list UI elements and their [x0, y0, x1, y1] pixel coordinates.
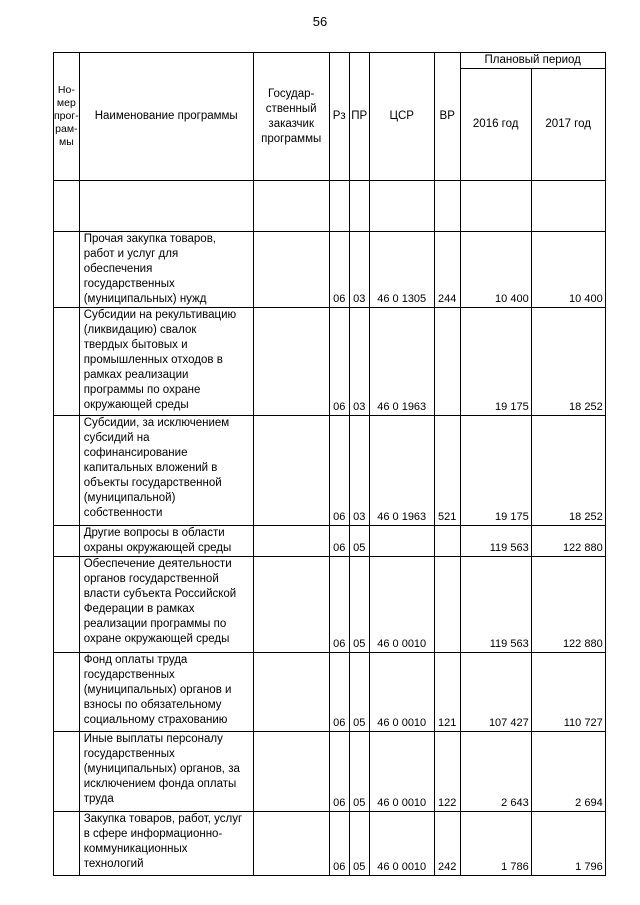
cell-amount-2017: 10 400 [531, 232, 605, 308]
cell-amount-2017: 18 252 [531, 416, 605, 526]
cell-amount-2016: 1 786 [460, 812, 531, 876]
cell-rz: 06 [329, 732, 349, 812]
cell-program-number [54, 526, 80, 557]
cell-vr: 122 [434, 732, 460, 812]
header-year-2017: 2017 год [531, 69, 605, 181]
cell-csr: 46 0 0010 [369, 653, 434, 732]
cell-state-customer [253, 416, 329, 526]
cell-amount-2016: 2 643 [460, 732, 531, 812]
cell-program-number [54, 557, 80, 653]
header-rz: Рз [329, 53, 349, 181]
table-row [54, 416, 606, 526]
header-program-name: Наименование программы [79, 53, 253, 181]
cell-rz: 06 [329, 812, 349, 876]
cell-vr [434, 557, 460, 653]
cell-program-name: Обеспечение деятельности органов государственной власти субъекта Российской Федерации в рамках реализации программы по охране окружающей среды [79, 557, 253, 653]
cell-program-name: Прочая закупка товаров, работ и услуг для обеспечения государственных (муниципальных) нужд [79, 232, 253, 308]
cell-rz: 06 [329, 232, 349, 308]
cell-amount-2016: 10 400 [460, 232, 531, 308]
cell-csr: 46 0 0010 [369, 557, 434, 653]
cell-csr: 46 0 0010 [369, 732, 434, 812]
cell-amount-2016: 19 175 [460, 308, 531, 416]
cell-rz: 06 [329, 557, 349, 653]
cell-pr: 05 [349, 653, 369, 732]
cell-rz: 06 [329, 416, 349, 526]
table-row [54, 232, 606, 308]
cell-program-name: Субсидии на рекультивацию (ликвидацию) свалок твердых бытовых и промышленных отходов в рамках реализации программы по охране окружающей среды [79, 308, 253, 416]
header-csr: ЦСР [369, 53, 434, 181]
cell-program-name: Фонд оплаты труда государственных (муниципальных) органов и взносы по обязательному социальному страхованию [79, 653, 253, 732]
cell-vr: 121 [434, 653, 460, 732]
table-row [54, 526, 606, 557]
cell-program-number [54, 416, 80, 526]
cell-program-name: Субсидии, за исключением субсидий на софинансирование капитальных вложений в объекты государственной (муниципальной) собственности [79, 416, 253, 526]
cell-amount-2017: 18 252 [531, 308, 605, 416]
cell-amount-2016: 107 427 [460, 653, 531, 732]
cell-amount-2016: 19 175 [460, 416, 531, 526]
cell-rz: 06 [329, 308, 349, 416]
cell-amount-2016: 119 563 [460, 526, 531, 557]
cell-program-name: Иные выплаты персоналу государственных (муниципальных) органов, за исключением фонда оплаты труда [79, 732, 253, 812]
cell-vr [434, 308, 460, 416]
cell-csr: 46 0 1963 [369, 308, 434, 416]
cell-amount-2017: 2 694 [531, 732, 605, 812]
cell-csr: 46 0 0010 [369, 812, 434, 876]
table-row [54, 653, 606, 732]
cell-state-customer [253, 308, 329, 416]
cell-amount-2017: 122 880 [531, 557, 605, 653]
table-row [54, 732, 606, 812]
cell-state-customer [253, 232, 329, 308]
cell-vr: 521 [434, 416, 460, 526]
cell-vr: 242 [434, 812, 460, 876]
cell-pr: 05 [349, 557, 369, 653]
cell-pr: 05 [349, 812, 369, 876]
cell-amount-2017: 1 796 [531, 812, 605, 876]
cell-program-number [54, 232, 80, 308]
cell-program-number [54, 732, 80, 812]
cell-pr: 05 [349, 526, 369, 557]
cell-pr: 03 [349, 416, 369, 526]
cell-program-name: Другие вопросы в области охраны окружающей среды [79, 526, 253, 557]
header-year-2016: 2016 год [460, 69, 531, 181]
header-program-number: Но- мер прог- рам- мы [54, 53, 80, 181]
cell-csr [369, 526, 434, 557]
cell-csr: 46 0 1963 [369, 416, 434, 526]
cell-amount-2017: 110 727 [531, 653, 605, 732]
cell-state-customer [253, 557, 329, 653]
cell-pr: 05 [349, 732, 369, 812]
table-body [54, 181, 606, 876]
header-vr: ВР [434, 53, 460, 181]
cell-vr: 244 [434, 232, 460, 308]
cell-program-name: Закупка товаров, работ, услуг в сфере информационно- коммуникационных технологий [79, 812, 253, 876]
header-planned-period: Плановый период [460, 53, 605, 69]
cell-state-customer [253, 732, 329, 812]
table-row [54, 812, 606, 876]
table-row [54, 308, 606, 416]
cell-program-number [54, 653, 80, 732]
cell-rz: 06 [329, 526, 349, 557]
cell-pr: 03 [349, 308, 369, 416]
header-state-customer: Государ- ственный заказчик программы [253, 53, 329, 181]
cell-amount-2017: 122 880 [531, 526, 605, 557]
cell-state-customer [253, 653, 329, 732]
cell-rz: 06 [329, 653, 349, 732]
table-row [54, 557, 606, 653]
cell-pr: 03 [349, 232, 369, 308]
cell-program-number [54, 812, 80, 876]
cell-vr [434, 526, 460, 557]
cell-csr: 46 0 1305 [369, 232, 434, 308]
cell-amount-2016: 119 563 [460, 557, 531, 653]
table-header [54, 53, 606, 181]
cell-program-number [54, 308, 80, 416]
page-number: 56 [312, 14, 328, 29]
budget-table [53, 52, 606, 876]
cell-state-customer [253, 526, 329, 557]
table-spacer-row [54, 181, 606, 232]
header-pr: ПР [349, 53, 369, 181]
cell-state-customer [253, 812, 329, 876]
